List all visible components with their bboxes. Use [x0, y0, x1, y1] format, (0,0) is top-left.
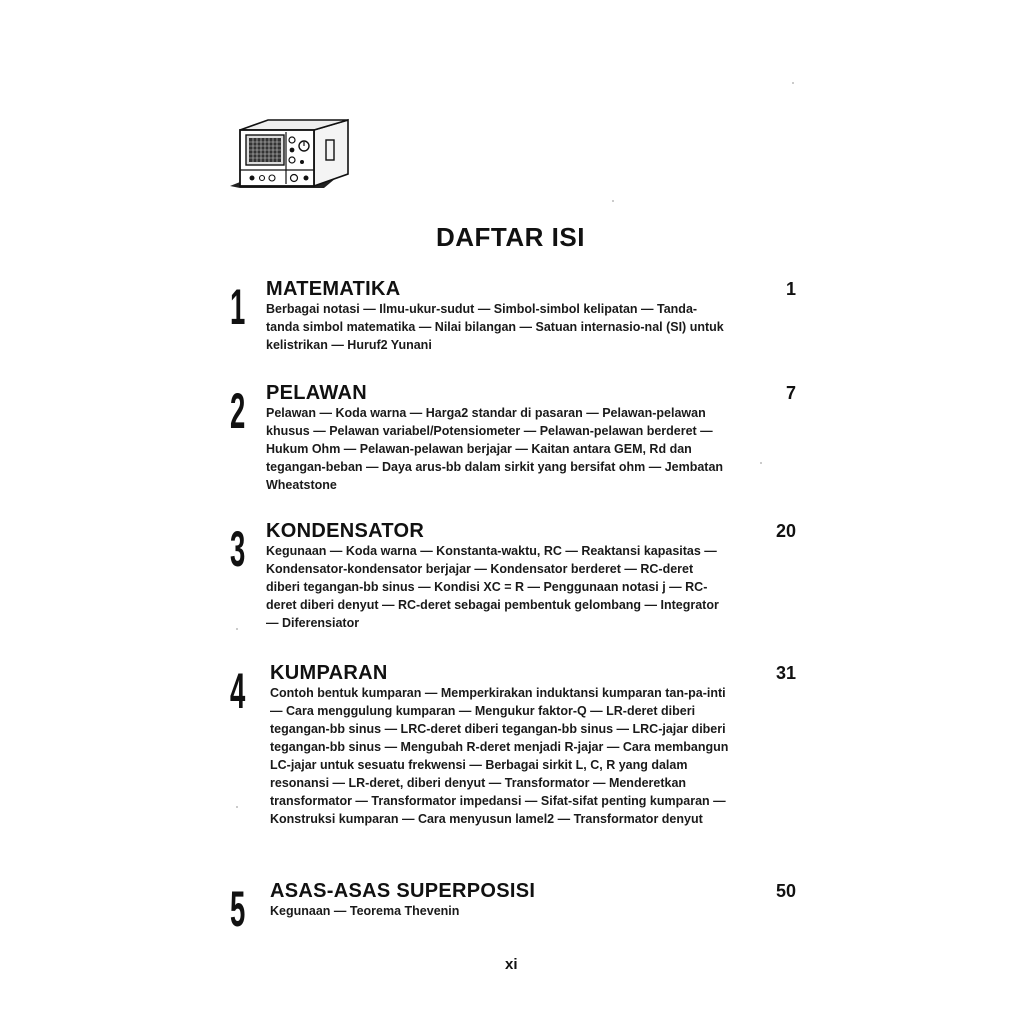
scan-speck	[792, 82, 794, 84]
chapter-description: Contoh bentuk kumparan — Memperkirakan induktansi kumparan tan-pa-inti — Cara menggulung kumparan — Mengukur faktor-Q — LR-deret diberi tegangan-bb sinus — LRC-deret diberi tegangan-bb sinus — LRC-jajar diberi tegangan-bb sinus — Mengubah R-deret menjadi R-jajar — Cara membangun LC-jajar untuk sesuatu frekwensi — Berbagai sirkit L, C, R yang dalam resonansi — LR-deret, diberi denyut — Transformator — Menderetkan transformator — Transformator impedansi — Sifat-sifat penting kumparan — Konstruksi kumparan — Cara menyusun lamel2 — Transformator denyut	[270, 686, 729, 826]
scan-speck	[612, 200, 614, 202]
chapter-number: 1	[230, 279, 246, 335]
chapter-number: 5	[230, 881, 246, 937]
page-title: DAFTAR ISI	[436, 222, 585, 252]
chapter-number: 4	[230, 663, 246, 719]
oscilloscope-illustration	[228, 116, 354, 198]
chapter-description: Kegunaan — Teorema Thevenin	[270, 904, 460, 918]
chapter-description: Berbagai notasi — Ilmu-ukur-sudut — Simbol-simbol kelipatan — Tanda-tanda simbol matematika — Nilai bilangan — Satuan internasio-nal (SI) untuk kelistrikan — Huruf2 Yunani	[266, 302, 724, 352]
chapter-page-number: 7	[785, 383, 796, 403]
chapter-number: 3	[230, 521, 246, 577]
chapter-title: KONDENSATOR	[266, 520, 425, 542]
chapter-page-number: 20	[775, 521, 796, 541]
chapter-description: Pelawan — Koda warna — Harga2 standar di pasaran — Pelawan-pelawan khusus — Pelawan variabel/Potensiometer — Pelawan-pelawan berderet — Hukum Ohm — Pelawan-pelawan berjajar — Kaitan antara GEM, Rd dan tegangan-beban — Daya arus-bb dalam sirkit yang bersifat ohm — Jembatan Wheatstone	[266, 406, 724, 492]
chapter-page-number: 50	[775, 881, 796, 901]
scan-speck	[236, 806, 238, 808]
scan-speck	[760, 462, 762, 464]
scan-speck	[236, 628, 238, 630]
chapter-title: MATEMATIKA	[266, 278, 401, 300]
chapter-title: ASAS-ASAS SUPERPOSISI	[270, 880, 536, 902]
page-folio: xi	[505, 956, 518, 973]
chapter-title: PELAWAN	[266, 382, 367, 404]
chapter-title: KUMPARAN	[270, 662, 388, 684]
chapter-description: Kegunaan — Koda warna — Konstanta-waktu, RC — Reaktansi kapasitas — Kondensator-kondensator berjajar — Kondensator berderet — RC-deret diberi tegangan-bb sinus — Kondisi XC = R — Penggunaan notasi j — RC-deret diberi denyut — RC-deret sebagai pembentuk gelombang — Integrator — Diferensiator	[266, 544, 719, 630]
chapter-page-number: 31	[775, 663, 796, 683]
chapter-number: 2	[230, 383, 246, 439]
chapter-page-number: 1	[785, 279, 796, 299]
